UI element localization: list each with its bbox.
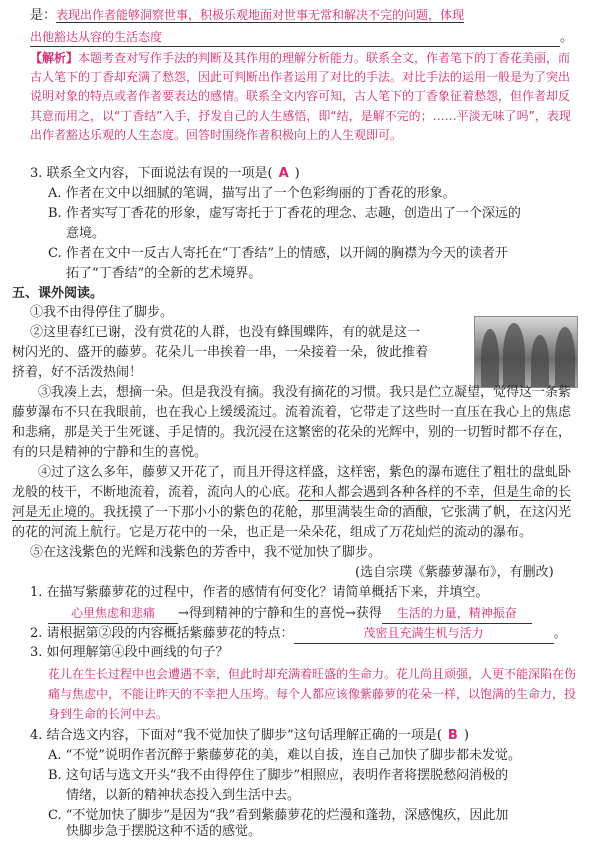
q2-end-mark: 。: [560, 30, 574, 45]
wisteria-photo: [474, 316, 578, 388]
q2-stem-line: [30, 623, 567, 644]
q4-answer: B: [447, 728, 458, 743]
passage-p2-line3: 挤着，好不活泼热闹！: [12, 365, 143, 380]
q2-prefix: 是：: [30, 8, 57, 23]
q3-option-a: A. 作者在文中以细腻的笔调，描写出了一个色彩绚丽的丁香花的形象。: [48, 186, 456, 201]
passage-p2-line1: ②这里春红已谢，没有赏花的人群，也没有蜂围蝶阵，有的就是这一: [30, 325, 421, 340]
q4-option-b: B. 这句话与选文开头“我不由得停住了脚步”相照应，表明作者将摆脱愁闷消极的: [48, 768, 509, 783]
q3-stem-text: 3. 联系全文内容，下面说法有误的一项是(: [30, 166, 273, 181]
q1-stem: 1. 在描写紫藤萝花的过程中，作者的感情有何变化？请简单概括下来，并填空。: [30, 585, 489, 600]
q1-middle: →得到精神的宁静和生的喜悦→获得: [178, 606, 382, 621]
q2-stem: 2. 请根据第②段的内容概括紫藤萝花的特点：: [30, 626, 294, 641]
passage-p5: ⑤在这浅紫色的光辉和浅紫色的芳香中，我不觉加快了脚步。: [30, 545, 382, 560]
q3-stem-close: ): [294, 166, 300, 181]
q2-answer-text2: 出他豁达从容的生活态度: [30, 28, 560, 47]
q2-end: 。: [553, 626, 567, 641]
analysis-block: [30, 49, 578, 145]
q4-option-a: A. “不觉”说明作者沉醉于紫藤萝花的美，难以自拔，连自己加快了脚步都未发觉。: [48, 748, 521, 763]
q1-fill-line: [48, 603, 532, 624]
q2-answer-line2: [30, 28, 578, 47]
q4-option-c: C. “不觉加快了脚步”是因为“我”看到紫藤萝花的烂漫和蓬勃，深感愧疚，因此加: [48, 808, 509, 823]
q3-option-b-cont: 意境。: [66, 226, 106, 241]
analysis-text: 本题考查对写作手法的判断及其作用的理解分析能力。联系全文，作者笔下的丁香花美丽，而古人笔下的丁香却充满了愁怨，因此可判断出作者运用了对比的手法。对比手法的运用一般是为了突出说明对象的特点或者作者要表达的感情。联系全文内容可知，古人笔下的丁香象征着愁怨，但作者却反其意而用之，以“丁香结”入手，抒发自己的人生感悟，即“结，是解不完的；……平淡无味了吗”，表现出作者豁达乐观的人生态度。回答时围绕作者积极向上的人生观即可。: [30, 51, 571, 142]
q3-option-c: C. 作者在文中一反古人寄托在“丁香结”上的情感，以开阔的胸襟为今天的读者开: [48, 246, 509, 261]
q3-answer: A: [278, 166, 289, 181]
q4-option-c-cont: 快脚步急于摆脱这种不适的感觉。: [66, 824, 262, 839]
q2-answer: 茂密且充满生机与活力: [294, 623, 554, 644]
passage-p4-underlined-2: 幸，但是生命的长河是无止境的。: [12, 485, 572, 520]
q3-option-c-cont: 拓了“丁香结”的全新的艺术境界。: [66, 266, 262, 281]
passage-p4-underlined-1: 花和人都会遇到各种各样的不: [298, 485, 468, 500]
q3b-answer: 花儿在生长过程中也会遭遇不幸，但此时却充满着旺盛的生命力。花儿尚且顽强，人更不能深陷在伤痛与焦虑中，不能让昨天的不幸把人压垮。每个人都应该像紫藤萝的花朵一样，以饱满的生命力，投身到生命的长河中去。: [48, 667, 577, 721]
passage-p2-line2: 树闪光的、盛开的藤萝。花朵儿一串挨着一串，一朵接着一朵，彼此推着: [12, 345, 429, 360]
analysis-label: 【解析】: [30, 51, 79, 65]
q4-stem-text: 4. 结合选文内容，下面对“我不觉加快了脚步”这句话理解正确的一项是(: [30, 728, 442, 743]
q3-stem: [30, 164, 300, 184]
q3b-stem: 3. 如何理解第④段中画线的句子？: [30, 645, 229, 660]
passage-p1: ①我不由得停住了脚步。: [30, 305, 174, 320]
passage-p4-post: 我抚摸了一下那小小的紫色的花舱，那里满装生命的酒酿，它张满了帆，在这闪光的花的河流上航行。它是万花中的一朵，也正是一朵朵花，组成了万花灿烂的流动的瀑布。: [12, 505, 572, 540]
passage-source: (选自宗璞《紫藤萝瀑布》，有删改): [355, 565, 554, 580]
q1-answer-1: 心里焦虑和悲痛: [48, 603, 178, 624]
q1-answer-2: 生活的力量，精神振奋: [382, 603, 532, 624]
passage-p4-pre: ④过了这么多年，藤萝又开花了，而且开得这样盛，这样密，紫色的瀑布遮住了粗壮的盘虬卧龙般的枝干，不断地流着，流着，流向人的心底。: [12, 465, 572, 500]
q4-stem: [30, 726, 469, 746]
q2-answer-line1: [30, 6, 578, 25]
passage-p4: [12, 463, 578, 543]
q3-option-b: B. 作者实写丁香花的形象，虚写寄托于丁香花的理念、志趣，创造出了一个深远的: [48, 206, 521, 221]
q4-option-b-cont: 情绪，以新的精神状态投入到生活中去。: [66, 788, 301, 803]
q2-answer-text1: 表现出作者能够洞察世事，积极乐观地面对世事无常和解决不完的问题，体现: [56, 8, 465, 22]
q4-stem-close: ): [463, 728, 469, 743]
section5-title: 五、课外阅读。: [12, 286, 104, 301]
passage-p3: ③我凑上去，想摘一朵。但是我没有摘。我没有摘花的习惯。我只是伫立凝望，觉得这一条紫藤萝瀑布不只在我眼前，也在我心上缓缓流过。流着流着，它带走了这些时一直压在我心上的焦虑和悲痛，那是关于生死谜、手足情的。我沉浸在这繁密的花朵的光辉中，别的一切暂时都不存在，有的只是精神的宁静和生的喜悦。: [12, 385, 572, 460]
